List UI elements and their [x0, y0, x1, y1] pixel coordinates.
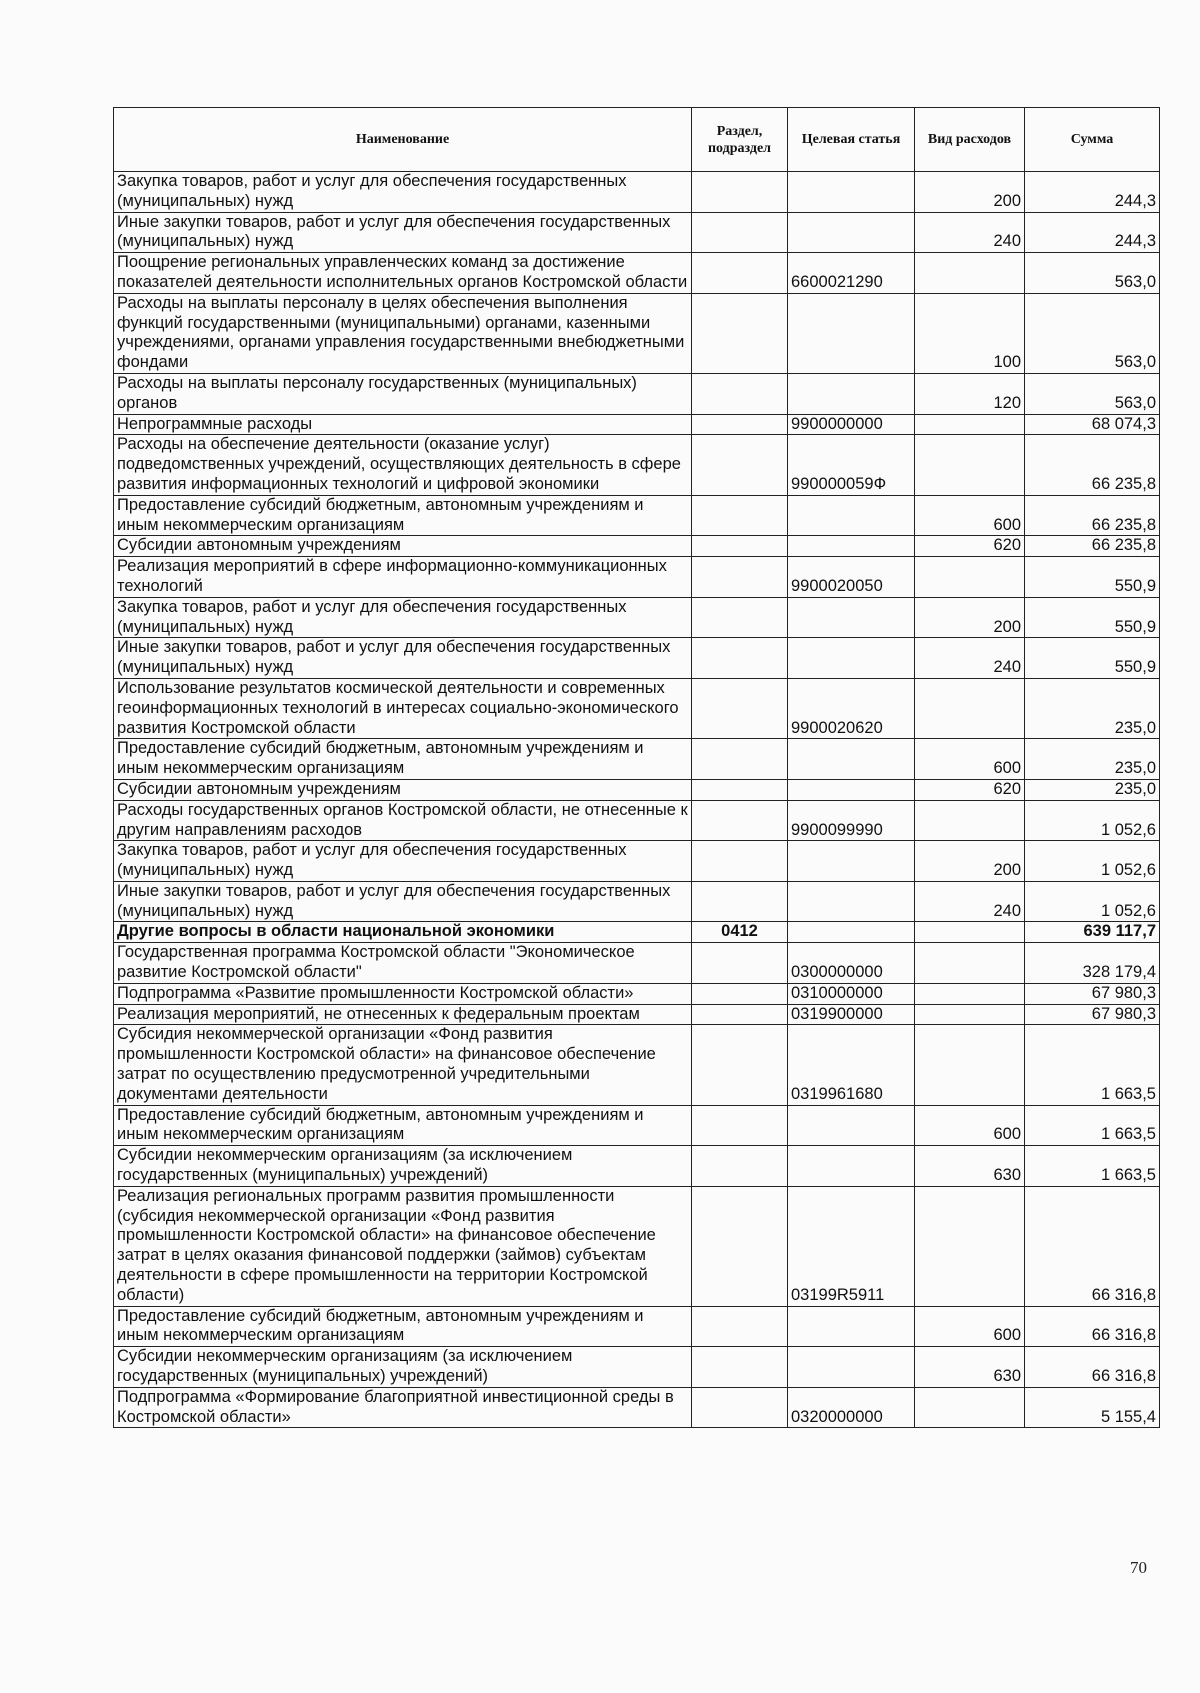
table-cell-sum: 235,0	[1025, 678, 1160, 738]
table-cell-article: 0320000000	[788, 1387, 915, 1428]
header-name: Наименование	[114, 108, 692, 172]
table-cell-section	[692, 536, 788, 557]
table-cell-article: 0319900000	[788, 1004, 915, 1025]
table-cell-section	[692, 557, 788, 598]
table-cell-expense-type: 200	[915, 172, 1025, 213]
table-row	[114, 597, 1160, 638]
table-cell-name: Предоставление субсидий бюджетным, автономным учреждениям и иным некоммерческим организациям	[114, 495, 692, 536]
table-cell-sum: 66 235,8	[1025, 495, 1160, 536]
table-row	[114, 212, 1160, 253]
table-cell-sum: 550,9	[1025, 557, 1160, 598]
table-cell-sum: 244,3	[1025, 172, 1160, 213]
table-cell-section	[692, 597, 788, 638]
table-cell-article	[788, 536, 915, 557]
table-cell-name: Использование результатов космической деятельности и современных геоинформационных технологий в интересах социально-экономического развития Костромской области	[114, 678, 692, 738]
table-cell-article: 0300000000	[788, 943, 915, 984]
table-row	[114, 800, 1160, 841]
table-cell-sum: 563,0	[1025, 253, 1160, 294]
table-cell-name: Реализация региональных программ развития промышленности (субсидия некоммерческой организации «Фонд развития промышленности Костромской области» на финансовое обеспечение затрат в целях оказания финансовой поддержки (займов) субъектам деятельности в сфере промышленности на территории Костромской области)	[114, 1186, 692, 1306]
table-cell-section	[692, 1186, 788, 1306]
table-cell-sum: 66 316,8	[1025, 1306, 1160, 1347]
table-cell-section	[692, 1306, 788, 1347]
table-cell-expense-type	[915, 678, 1025, 738]
table-cell-expense-type: 600	[915, 495, 1025, 536]
table-cell-sum: 328 179,4	[1025, 943, 1160, 984]
table-cell-name: Иные закупки товаров, работ и услуг для обеспечения государственных (муниципальных) нужд	[114, 881, 692, 922]
table-row	[114, 779, 1160, 800]
table-cell-sum: 563,0	[1025, 293, 1160, 373]
table-cell-section	[692, 495, 788, 536]
table-cell-expense-type: 240	[915, 638, 1025, 679]
table-cell-section	[692, 1105, 788, 1146]
table-cell-section: 0412	[692, 922, 788, 943]
table-row	[114, 1025, 1160, 1105]
table-cell-article: 9900099990	[788, 800, 915, 841]
table-cell-section	[692, 293, 788, 373]
table-cell-sum: 67 980,3	[1025, 1004, 1160, 1025]
table-cell-expense-type	[915, 943, 1025, 984]
table-row	[114, 253, 1160, 294]
table-cell-section	[692, 1146, 788, 1187]
table-cell-expense-type: 200	[915, 841, 1025, 882]
table-cell-expense-type	[915, 557, 1025, 598]
table-cell-section	[692, 739, 788, 780]
budget-table	[113, 107, 1160, 1428]
table-cell-sum: 66 316,8	[1025, 1186, 1160, 1306]
table-row	[114, 414, 1160, 435]
page-number: 70	[1130, 1558, 1147, 1577]
table-cell-sum: 235,0	[1025, 739, 1160, 780]
table-cell-article: 0310000000	[788, 983, 915, 1004]
table-cell-name: Поощрение региональных управленческих команд за достижение показателей деятельности исполнительных органов Костромской области	[114, 253, 692, 294]
table-cell-section	[692, 172, 788, 213]
table-row	[114, 1105, 1160, 1146]
table-cell-expense-type	[915, 1387, 1025, 1428]
table-row	[114, 678, 1160, 738]
table-cell-section	[692, 800, 788, 841]
table-cell-sum: 1 663,5	[1025, 1025, 1160, 1105]
table-cell-article	[788, 1347, 915, 1388]
table-cell-name: Расходы на обеспечение деятельности (оказание услуг) подведомственных учреждений, осуществляющих деятельность в сфере развития информационных технологий и цифровой экономики	[114, 435, 692, 495]
table-cell-section	[692, 841, 788, 882]
table-cell-article	[788, 841, 915, 882]
table-cell-article	[788, 293, 915, 373]
table-cell-name: Подпрограмма «Развитие промышленности Костромской области»	[114, 983, 692, 1004]
table-cell-article: 03199R5911	[788, 1186, 915, 1306]
table-cell-sum: 66 235,8	[1025, 435, 1160, 495]
table-cell-sum: 5 155,4	[1025, 1387, 1160, 1428]
table-cell-name: Предоставление субсидий бюджетным, автономным учреждениям и иным некоммерческим организациям	[114, 1105, 692, 1146]
table-cell-name: Реализация мероприятий, не отнесенных к федеральным проектам	[114, 1004, 692, 1025]
header-expense-type: Вид расходов	[915, 108, 1025, 172]
table-cell-section	[692, 253, 788, 294]
table-row	[114, 881, 1160, 922]
table-cell-name: Закупка товаров, работ и услуг для обеспечения государственных (муниципальных) нужд	[114, 172, 692, 213]
table-cell-expense-type	[915, 435, 1025, 495]
table-cell-expense-type	[915, 1004, 1025, 1025]
table-cell-name: Реализация мероприятий в сфере информационно-коммуникационных технологий	[114, 557, 692, 598]
table-cell-sum: 1 663,5	[1025, 1146, 1160, 1187]
table-cell-expense-type	[915, 1025, 1025, 1105]
table-cell-expense-type: 200	[915, 597, 1025, 638]
table-cell-section	[692, 435, 788, 495]
table-cell-article	[788, 922, 915, 943]
table-cell-name: Предоставление субсидий бюджетным, автономным учреждениям и иным некоммерческим организациям	[114, 739, 692, 780]
table-cell-name: Другие вопросы в области национальной экономики	[114, 922, 692, 943]
table-cell-name: Субсидии некоммерческим организациям (за исключением государственных (муниципальных) учреждений)	[114, 1347, 692, 1388]
table-cell-sum: 550,9	[1025, 597, 1160, 638]
table-cell-expense-type	[915, 800, 1025, 841]
table-cell-article	[788, 638, 915, 679]
table-cell-expense-type: 620	[915, 536, 1025, 557]
table-cell-article	[788, 172, 915, 213]
table-cell-expense-type: 240	[915, 881, 1025, 922]
table-cell-section	[692, 1387, 788, 1428]
table-cell-name: Иные закупки товаров, работ и услуг для обеспечения государственных (муниципальных) нужд	[114, 212, 692, 253]
table-row	[114, 536, 1160, 557]
header-article: Целевая статья	[788, 108, 915, 172]
table-cell-name: Предоставление субсидий бюджетным, автономным учреждениям и иным некоммерческим организациям	[114, 1306, 692, 1347]
table-row	[114, 1186, 1160, 1306]
table-cell-sum: 1 052,6	[1025, 800, 1160, 841]
table-row	[114, 1146, 1160, 1187]
table-cell-section	[692, 881, 788, 922]
table-cell-sum: 66 235,8	[1025, 536, 1160, 557]
table-cell-article	[788, 779, 915, 800]
table-cell-name: Подпрограмма «Формирование благоприятной инвестиционной среды в Костромской области»	[114, 1387, 692, 1428]
table-cell-article	[788, 881, 915, 922]
table-cell-article	[788, 1105, 915, 1146]
table-cell-section	[692, 943, 788, 984]
table-cell-sum: 235,0	[1025, 779, 1160, 800]
table-row	[114, 435, 1160, 495]
table-row	[114, 557, 1160, 598]
table-cell-name: Расходы государственных органов Костромской области, не отнесенные к другим направлениям расходов	[114, 800, 692, 841]
table-cell-article	[788, 373, 915, 414]
table-cell-name: Непрограммные расходы	[114, 414, 692, 435]
table-cell-article	[788, 212, 915, 253]
table-cell-expense-type	[915, 983, 1025, 1004]
table-cell-article	[788, 1146, 915, 1187]
table-row	[114, 922, 1160, 943]
table-cell-article	[788, 739, 915, 780]
table-cell-expense-type: 240	[915, 212, 1025, 253]
table-row	[114, 1387, 1160, 1428]
table-cell-expense-type: 600	[915, 1105, 1025, 1146]
table-cell-expense-type	[915, 922, 1025, 943]
table-cell-name: Субсидии автономным учреждениям	[114, 779, 692, 800]
table-cell-article: 9900000000	[788, 414, 915, 435]
table-cell-sum: 66 316,8	[1025, 1347, 1160, 1388]
table-cell-sum: 67 980,3	[1025, 983, 1160, 1004]
table-cell-section	[692, 1025, 788, 1105]
table-cell-sum: 1 052,6	[1025, 841, 1160, 882]
table-cell-sum: 1 663,5	[1025, 1105, 1160, 1146]
table-cell-article: 990000059Ф	[788, 435, 915, 495]
table-cell-section	[692, 1004, 788, 1025]
table-cell-name: Субсидии некоммерческим организациям (за исключением государственных (муниципальных) учреждений)	[114, 1146, 692, 1187]
table-row	[114, 943, 1160, 984]
table-row	[114, 1306, 1160, 1347]
table-cell-section	[692, 678, 788, 738]
table-cell-expense-type: 600	[915, 1306, 1025, 1347]
table-row	[114, 841, 1160, 882]
header-sum: Сумма	[1025, 108, 1160, 172]
table-cell-expense-type: 600	[915, 739, 1025, 780]
table-cell-article	[788, 495, 915, 536]
table-cell-article: 9900020620	[788, 678, 915, 738]
table-cell-expense-type: 100	[915, 293, 1025, 373]
table-cell-sum: 244,3	[1025, 212, 1160, 253]
table-row	[114, 172, 1160, 213]
table-cell-name: Субсидия некоммерческой организации «Фонд развития промышленности Костромской области» на финансовое обеспечение затрат по осуществлению предусмотренной учредительными документами деятельности	[114, 1025, 692, 1105]
table-cell-expense-type: 120	[915, 373, 1025, 414]
table-cell-name: Закупка товаров, работ и услуг для обеспечения государственных (муниципальных) нужд	[114, 841, 692, 882]
table-cell-article: 9900020050	[788, 557, 915, 598]
table-body	[114, 172, 1160, 1428]
table-cell-expense-type	[915, 1186, 1025, 1306]
table-cell-article	[788, 597, 915, 638]
table-cell-expense-type	[915, 253, 1025, 294]
table-cell-name: Закупка товаров, работ и услуг для обеспечения государственных (муниципальных) нужд	[114, 597, 692, 638]
table-row	[114, 1347, 1160, 1388]
table-row	[114, 638, 1160, 679]
table-row	[114, 495, 1160, 536]
table-cell-name: Расходы на выплаты персоналу государственных (муниципальных) органов	[114, 373, 692, 414]
table-row	[114, 1004, 1160, 1025]
table-header-row	[114, 108, 1160, 172]
table-cell-section	[692, 212, 788, 253]
table-cell-name: Иные закупки товаров, работ и услуг для обеспечения государственных (муниципальных) нужд	[114, 638, 692, 679]
table-cell-name: Расходы на выплаты персоналу в целях обеспечения выполнения функций государственными (муниципальными) органами, казенными учреждениями, органами управления государственными внебюджетными фондами	[114, 293, 692, 373]
table-cell-section	[692, 638, 788, 679]
table-cell-expense-type: 630	[915, 1347, 1025, 1388]
table-cell-section	[692, 983, 788, 1004]
table-cell-section	[692, 779, 788, 800]
table-cell-article: 0319961680	[788, 1025, 915, 1105]
table-cell-sum: 68 074,3	[1025, 414, 1160, 435]
table-cell-section	[692, 414, 788, 435]
table-cell-article: 6600021290	[788, 253, 915, 294]
table-cell-section	[692, 373, 788, 414]
table-row	[114, 373, 1160, 414]
table-cell-expense-type: 620	[915, 779, 1025, 800]
table-cell-expense-type	[915, 414, 1025, 435]
table-cell-section	[692, 1347, 788, 1388]
table-cell-name: Государственная программа Костромской области "Экономическое развитие Костромской области"	[114, 943, 692, 984]
table-cell-expense-type: 630	[915, 1146, 1025, 1187]
table-row	[114, 983, 1160, 1004]
table-cell-sum: 563,0	[1025, 373, 1160, 414]
table-cell-name: Субсидии автономным учреждениям	[114, 536, 692, 557]
table-cell-sum: 1 052,6	[1025, 881, 1160, 922]
table-cell-sum: 639 117,7	[1025, 922, 1160, 943]
header-section: Раздел, подраздел	[692, 108, 788, 172]
table-cell-article	[788, 1306, 915, 1347]
table-cell-sum: 550,9	[1025, 638, 1160, 679]
table-row	[114, 739, 1160, 780]
table-row	[114, 293, 1160, 373]
